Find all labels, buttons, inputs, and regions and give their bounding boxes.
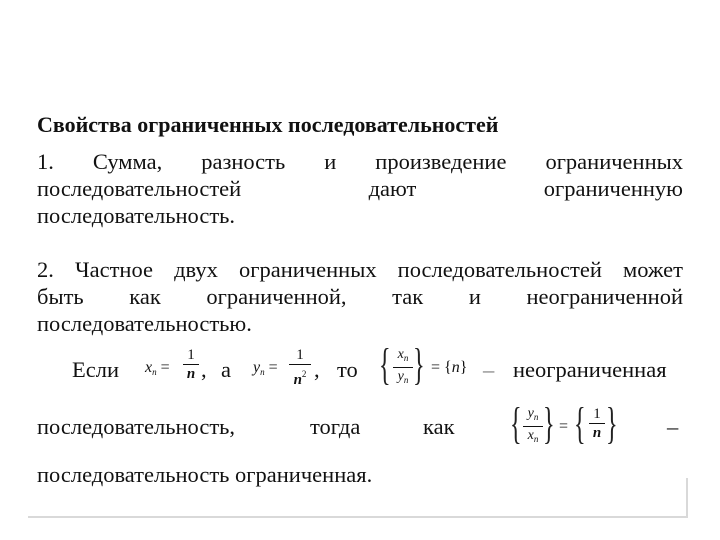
dash: – — [483, 357, 495, 382]
right-brace: } — [543, 399, 555, 448]
property-2-line-3: последовательностью. — [37, 311, 252, 336]
fraction-bar — [289, 364, 311, 365]
exponent: 2 — [301, 369, 307, 379]
numerator: 1 — [187, 347, 195, 363]
denominator: n — [592, 425, 602, 441]
den-n: n — [293, 372, 302, 388]
sub-n: n — [533, 434, 539, 444]
var-x: x — [145, 359, 153, 376]
conclusion-line: последовательность ограниченная. — [37, 462, 373, 487]
slide-title: Свойства ограниченных последовательностей — [37, 112, 499, 137]
var-y: y — [527, 406, 534, 421]
comma-2: , — [314, 357, 320, 382]
word-to: то — [337, 357, 358, 382]
denominator — [523, 428, 543, 447]
numerator: 1 — [593, 406, 601, 422]
var-n: n — [451, 359, 460, 376]
word-togda: тогда — [310, 414, 361, 439]
var-x: x — [397, 347, 404, 362]
fraction-bar — [523, 426, 543, 427]
property-2-line-1: 2. Частное двух ограниченных последовательностей может — [37, 257, 683, 282]
right-brace-2: } — [606, 399, 618, 448]
fraction-bar — [183, 364, 199, 365]
dash-2: – — [667, 414, 679, 439]
fraction-1-over-n — [183, 347, 199, 382]
property-2-line-2: быть как ограниченной, так и неограниченной — [37, 284, 683, 309]
frame-right-line — [686, 478, 688, 518]
property-1-line-3: последовательность. — [37, 203, 236, 228]
example-formula-row — [37, 340, 683, 401]
sub-n: n — [260, 367, 265, 377]
left-brace: { — [379, 340, 391, 389]
denominator: n — [186, 366, 196, 382]
brace-close: } — [459, 359, 468, 376]
eq-sign: = — [160, 359, 170, 376]
numerator: 1 — [296, 347, 304, 363]
eq-sign-2: = — [559, 418, 569, 435]
left-brace: { — [510, 399, 522, 448]
set-n — [431, 359, 467, 377]
fraction-yn-over-xn — [523, 406, 543, 447]
fraction-bar — [393, 367, 413, 368]
fraction-bar — [589, 423, 605, 424]
sub-n: n — [152, 367, 157, 377]
sub-n: n — [403, 375, 409, 385]
var-y: y — [397, 369, 404, 384]
numerator — [393, 347, 413, 366]
brace-open: { — [444, 359, 452, 376]
formula-xn — [145, 359, 170, 377]
var-x: x — [527, 428, 534, 443]
frame-bottom-line — [28, 516, 688, 518]
sub-n: n — [533, 412, 539, 422]
example-formula-row-2 — [37, 400, 683, 460]
eq-sign: = — [268, 359, 278, 376]
right-brace: } — [413, 340, 425, 389]
fraction-1-over-n2 — [289, 347, 311, 388]
numerator — [523, 406, 543, 425]
property-2 — [37, 256, 683, 337]
property-1-line-2: последовательностей дают ограниченную — [37, 176, 683, 201]
property-1-line-1: 1. Сумма, разность и произведение ограниченных — [37, 149, 683, 174]
property-1 — [37, 148, 683, 229]
eq-sign: = — [431, 359, 441, 376]
left-brace-2: { — [574, 399, 586, 448]
word-esli: Если — [72, 357, 119, 382]
word-unbounded: неограниченная — [513, 357, 667, 382]
word-sequence: последовательность, — [37, 414, 236, 439]
comma: , — [201, 357, 207, 382]
formula-yn — [253, 359, 278, 377]
sub-n: n — [403, 353, 409, 363]
fraction-xn-over-yn — [393, 347, 413, 388]
denominator — [393, 369, 413, 388]
word-a: а — [221, 357, 231, 382]
word-kak: как — [423, 414, 455, 439]
var-y: y — [253, 359, 261, 376]
denominator — [289, 366, 311, 388]
fraction-1-over-n-2 — [589, 406, 605, 441]
